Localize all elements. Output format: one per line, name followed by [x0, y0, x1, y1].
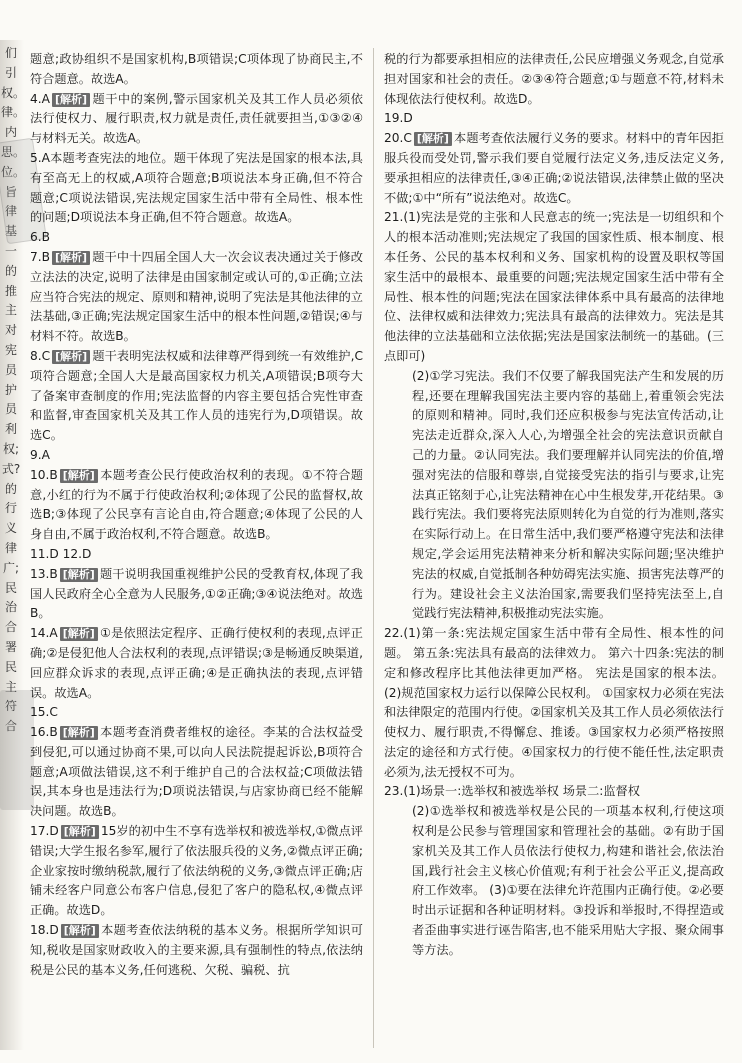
- answer-item: [30, 347, 363, 446]
- right-column: [384, 50, 724, 961]
- answer-number: 5.A: [30, 150, 50, 165]
- answer-text: (1)场景一:选举权和被选举权 场景二:监督权: [403, 784, 640, 799]
- answer-item: [384, 129, 724, 208]
- answer-text: 题意;政协组织不是国家机构,B项错误;C项体现了协商民主,不符合题意。故选A。: [30, 52, 363, 86]
- answer-item: [384, 624, 724, 782]
- answer-number: 7.B: [30, 249, 50, 264]
- answer-item: [384, 367, 724, 624]
- answer-item: [30, 703, 363, 723]
- analysis-tag: [解析]: [60, 726, 98, 740]
- answer-number: 9.A: [30, 447, 50, 462]
- analysis-tag: [解析]: [52, 350, 90, 364]
- stamp-smudge: [0, 690, 34, 810]
- answer-item: [30, 466, 363, 545]
- answer-text: 本题考查消费者维权的途径。李某的合法权益受到侵犯,可以通过协商不果,可以向人民法院提起诉讼,B项符合题意;A项做法错误,这不利于维护自己的合法权益;C项做法错误,其本身也是违法行为;D项说法错误,与店家协商已经不能解决问题。故选B。: [30, 725, 363, 819]
- analysis-tag: [解析]: [52, 251, 90, 265]
- answer-number: 13.B: [30, 566, 58, 581]
- answer-text: 本题考查依法履行义务的要求。材料中的青年因拒服兵役而受处罚,警示我们要自觉履行法定义务,违反法定义务,要承担相应的法律责任,③④正确;②说法错误,法律禁止做的坚决不做;①中“所有”说法绝对。故选C。: [384, 131, 724, 205]
- answer-number: 15.C: [30, 705, 58, 720]
- analysis-tag: [解析]: [60, 568, 98, 582]
- answer-text: 题干中十四届全国人大一次会议表决通过关于修改立法法的决定,说明了法律是由国家制定或认可的,①正确;立法应当符合宪法的规定、原则和精神,说明了宪法是其他法律的立法基础,③正确;宪法规定国家生活中的根本性问题,②错误;④与材料不符。故选B。: [30, 249, 363, 344]
- answer-item: [30, 723, 363, 822]
- answer-number: 18.D: [30, 923, 59, 938]
- answer-number: 21.: [384, 210, 404, 225]
- answer-item: [384, 782, 724, 802]
- answer-item: [30, 921, 363, 980]
- analysis-tag: [解析]: [52, 93, 90, 107]
- answer-item: [384, 208, 724, 366]
- answer-number: 8.C: [30, 348, 51, 363]
- answer-number: 17.D: [30, 824, 59, 839]
- edge-fragment-text: 们引权。律。内思。位。旨律基一的推主对宪员护员利权;式?的行义律广;民治合署民主符合: [1, 46, 26, 734]
- answer-number: 11.D 12.D: [30, 546, 92, 561]
- answer-text: 本题考查宪法的地位。题干体现了宪法是国家的根本法,具有至高无上的权威,A项符合题意;B项说法本身正确,但不符合题意;C项说法错误,宪法规定国家生活中带有全局性、根本性的问题;D项说法本身正确,但不符合题意。故选A。: [30, 150, 363, 225]
- analysis-tag: [解析]: [60, 469, 98, 483]
- answer-text: 本题考查公民行使政治权利的表现。①不符合题意,小红的行为不属于行使政治权利;②体现了公民的监督权,故选B;③体现了公民享有言论自由,符合题意;④体现了公民的人身自由,不属于政治权利,不符合题意。故选B。: [30, 467, 363, 542]
- answer-number: 19.D: [384, 111, 413, 126]
- left-column: [30, 50, 363, 980]
- column-divider: [373, 48, 374, 1048]
- answer-text: 本题考查依法纳税的基本义务。根据所学知识可知,税收是国家财政收入的主要来源,具有强制性的特点,依法纳税是公民的基本义务,任何逃税、欠税、骗税、抗: [30, 923, 363, 977]
- answer-text: (1)第一条:宪法规定国家生活中带有全局性、根本性的问题。 第五条:宪法具有最高的法律效力。 第六十四条:宪法的制定和修改程序比其他法律更加严格。 宪法是国家的根本法。 (2)规范国家权力运行以保障公民权利。 ①国家权力必须在宪法和法律限定的范围内行使。②国家机关及其工作人员必须依法行使权力、履行职责,不得懈怠、推诿。③国家权力必须严格按照法定的途径和方式行使。④国家权力的行使不能任性,法定职责必须为,法无授权不可为。: [384, 626, 724, 779]
- answer-number: 14.A: [30, 626, 58, 641]
- answer-item: [30, 50, 363, 90]
- answer-number: 4.A: [30, 91, 50, 106]
- answer-item: [30, 822, 363, 921]
- answer-item: [30, 149, 363, 228]
- answer-text: 税的行为都要承担相应的法律责任,公民应增强义务观念,自觉承担对国家和社会的责任。②③④符合题意;①与题意不符,材料未体现依法行使权利。故选D。: [384, 52, 724, 106]
- answer-item: [30, 90, 363, 149]
- answer-text: 题干说明我国重视维护公民的受教育权,体现了我国人民政府全心全意为人民服务,①②正确;③④说法绝对。故选B。: [30, 566, 363, 621]
- answer-number: 23.: [384, 784, 404, 799]
- answer-item: [30, 565, 363, 624]
- answer-item: [384, 109, 724, 129]
- answer-text: 15岁的初中生不享有选举权和被选举权,①微点评错误;大学生报名参军,履行了依法服兵役的义务,②微点评正确;企业家按时缴纳税款,履行了依法纳税的义务,③微点评正确;店铺未经客户同意公布客户信息,侵犯了客户的隐私权,④微点评正确。故选D。: [30, 824, 363, 918]
- answer-number: 16.B: [30, 725, 58, 740]
- analysis-tag: [解析]: [414, 132, 452, 146]
- answer-item: [30, 228, 363, 248]
- analysis-tag: [解析]: [60, 627, 98, 641]
- answer-item: [30, 248, 363, 347]
- answer-item: [30, 624, 363, 703]
- answer-text: ①是依照法定程序、正确行使权利的表现,点评正确;②是侵犯他人合法权利的表现,点评错误;③是畅通反映渠道,回应群众诉求的表现,点评正确;④是正确执法的表现,点评错误。故选A。: [30, 626, 363, 700]
- answer-text: 题干中的案例,警示国家机关及其工作人员必须依法行使权力、履行职责,权力就是责任,责任就要担当,①③②④与材料无关。故选A。: [30, 91, 363, 146]
- answer-number: 6.B: [30, 230, 50, 245]
- answer-item: [384, 50, 724, 109]
- answer-text: (1)宪法是党的主张和人民意志的统一;宪法是一切组织和个人的根本活动准则;宪法规定了我国的国家性质、根本制度、根本任务、公民的基本权利和义务、国家机构的设置及职权等国家生活中的最根本、最重要的问题;宪法规定国家生活中带有全局性、根本性的问题;宪法在国家法律体系中具有最高的法律地位、法律权威和法律效力;宪法具有最高的法律效力。宪法是其他法律的立法基础和立法依据;宪法是国家法制统一的基础。(三点即可): [384, 210, 724, 363]
- answer-text: (2)①学习宪法。我们不仅要了解我国宪法产生和发展的历程,还要在理解我国宪法主要内容的基础上,着重领会宪法的原则和精神。同时,我们还应积极参与宪法宣传活动,让宪法走近群众,深入人心,为增强全社会的宪法意识贡献自己的力量。②认同宪法。我们要理解并认同宪法的价值,增强对宪法的信服和尊崇,自觉接受宪法的指引与要求,让宪法真正铭刻于心,让宪法精神在心中生根发芽,开花结果。③践行宪法。我们要将宪法原则转化为自觉的行为准则,落实在实际行动上。在日常生活中,我们要严格遵守宪法和法律规定,学会运用宪法精神来分析和解决实际问题;坚决维护宪法的权威,自觉抵制各种妨碍宪法实施、损害宪法尊严的行为。建设社会主义法治国家,需要我们坚持宪法至上,自觉践行宪法精神,积极推动宪法实施。: [412, 368, 724, 621]
- answer-item: [30, 446, 363, 466]
- answer-item: [384, 802, 724, 960]
- answer-number: 10.B: [30, 467, 58, 482]
- answer-number: 22.: [384, 626, 404, 641]
- answer-item: [30, 545, 363, 565]
- answer-text: 题干表明宪法权威和法律尊严得到统一有效维护,C项符合题意;全国人大是最高国家权力机关,A项错误;B项夸大了备案审查制度的作用;宪法监督的内容主要包括合宪性审查和监督,审查国家机关及其工作人员的违宪行为,D项错误。故选C。: [30, 348, 363, 443]
- answer-number: 20.C: [384, 131, 412, 146]
- analysis-tag: [解析]: [61, 825, 99, 839]
- answer-text: (2)①选举权和被选举权是公民的一项基本权利,行使这项权利是公民参与管理国家和管理社会的基础。②有助于国家机关及其工作人员依法行使权力,构建和谐社会,依法治国,践行社会主义核心价值观;有利于社会公平正义,提高政府工作效率。 (3)①要在法律允许范围内正确行使。②必要时出示证据和各种证明材料。③投诉和举报时,不得捏造或者歪曲事实进行诬告陷害,也不能采用贴大字报、聚众闹事等方法。: [412, 804, 724, 957]
- analysis-tag: [解析]: [61, 924, 99, 938]
